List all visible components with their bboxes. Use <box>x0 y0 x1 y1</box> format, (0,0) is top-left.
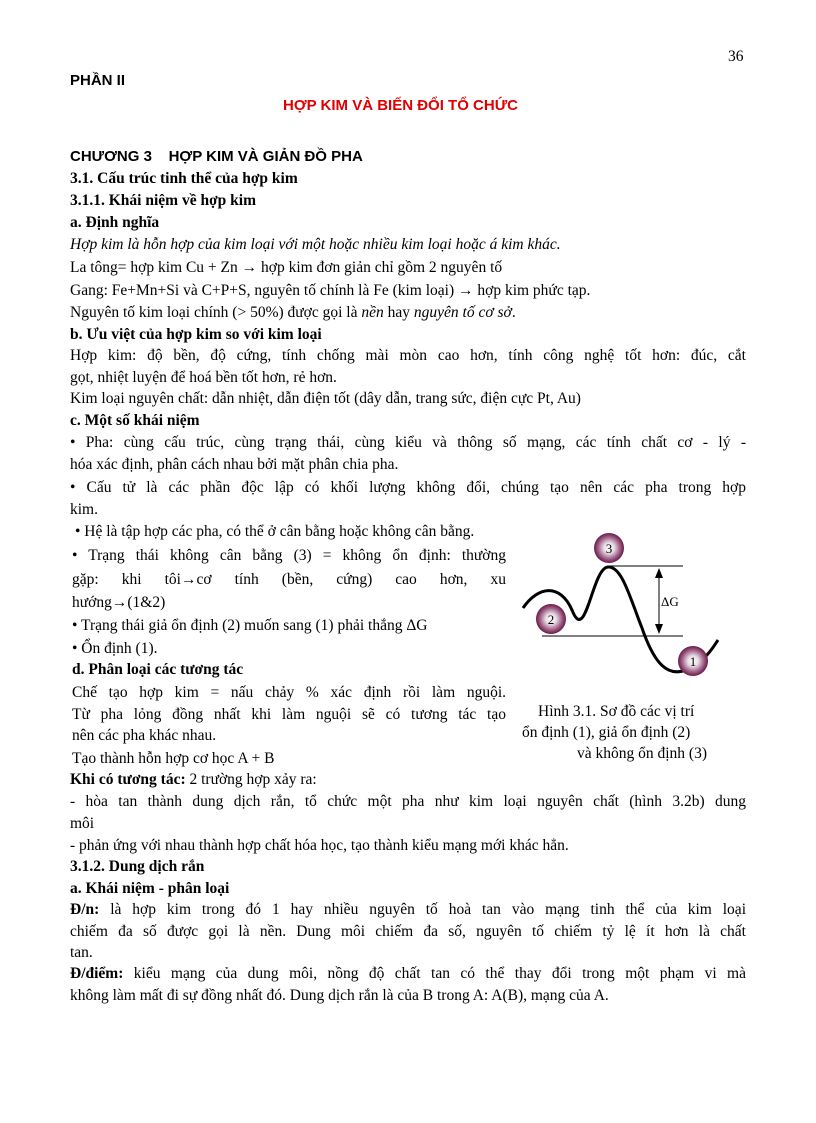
section-3-1-1-heading: 3.1.1. Khái niệm về hợp kim <box>70 192 256 209</box>
definition-line-1-text: là hợp kim trong đó 1 hay nhiều nguyên tố hoà tan vào mạng tinh thể của kim loại <box>99 901 746 918</box>
pure-metal-text: Kim loại nguyên chất: dẫn nhiệt, dẫn điện tốt (dây dẫn, trang sức, điện cực Pt, Au) <box>70 390 581 407</box>
state-2-ball <box>536 604 566 634</box>
component-line-2: kim. <box>70 501 98 518</box>
base-element-end: . <box>511 304 516 321</box>
feature-line-2: không làm mất đi sự đồng nhất đó. Dung dịch rắn là của B trong A: A(B), mạng của A. <box>70 987 609 1004</box>
subsection-a-heading: a. Định nghĩa <box>70 214 160 231</box>
base-element-text <box>70 304 516 322</box>
part-label: PHẦN II <box>70 72 126 89</box>
delta-g-arrow-head-up <box>655 568 663 578</box>
subsection-c-heading: c. Một số khái niệm <box>70 412 200 429</box>
base-element-nen: nền <box>361 304 384 321</box>
state-1-ball <box>678 646 708 676</box>
stable-state-text: • Ổn định (1). <box>72 640 158 657</box>
section-3-1-2-heading: 3.1.2. Dung dịch rắn <box>70 858 205 875</box>
latong-text: La tông= hợp kim Cu + Zn → hợp kim đơn giản chỉ gồm 2 nguyên tố <box>70 259 503 276</box>
gang-text: Gang: Fe+Mn+Si và C+P+S, nguyên tố chính là Fe (kim loại) → hợp kim phức tạp. <box>70 282 591 299</box>
section-3-1-heading: 3.1. Cấu trúc tinh thể của hợp kim <box>70 170 298 187</box>
definition-bold: Đ/n: <box>70 901 100 918</box>
definition-line-3: tan. <box>70 944 93 961</box>
alloy-advantages-line-1: Hợp kim: độ bền, độ cứng, tính chống mài mòn cao hơn, tính công nghệ tốt hơn: đúc, cắt <box>70 347 746 364</box>
definition-line-1 <box>70 901 746 919</box>
phase-line-1: • Pha: cùng cấu trúc, cùng trạng thái, cùng kiểu và thông số mạng, các tính chất cơ - lý - <box>70 434 746 451</box>
figure-caption-line-1: Hình 3.1. Sơ đồ các vị trí <box>538 703 695 720</box>
stability-diagram <box>518 528 748 688</box>
figure-caption-line-2: ổn định (1), giả ổn định (2) <box>522 724 691 741</box>
interaction-cases-bold: Khi có tương tác: <box>70 771 186 788</box>
base-element-lead: Nguyên tố kim loại chính (> 50%) được gọi là <box>70 304 362 321</box>
interaction-line-2: Từ pha lỏng đồng nhất khi làm nguội sẽ có tương tác tạo <box>72 706 506 723</box>
interaction-cases-rest: 2 trường hợp xảy ra: <box>185 771 317 788</box>
interaction-line-1: Chế tạo hợp kim = nấu chảy % xác định rồi làm nguội. <box>72 684 506 701</box>
page-number: 36 <box>728 48 744 65</box>
subsection-a2-heading: a. Khái niệm - phân loại <box>70 880 230 897</box>
definition-line-2: chiếm đa số được gọi là nền. Dung môi chiếm đa số, nguyên tố chiếm tỷ lệ ít hơn là chất <box>70 923 746 940</box>
dissolution-line-2: môi <box>70 815 95 832</box>
mechanical-mixture-text: Tạo thành hỗn hợp cơ học A + B <box>72 750 275 767</box>
alloy-advantages-line-2: gọt, nhiệt luyện để hoá bền tốt hơn, rẻ hơn. <box>70 369 337 386</box>
unstable-state-line-2: gặp: khi tôi→cơ tính (bền, cứng) cao hơn, xu <box>72 571 506 588</box>
chapter-title: CHƯƠNG 3 HỢP KIM VÀ GIẢN ĐỒ PHA <box>70 148 363 165</box>
interaction-cases-text <box>70 771 317 789</box>
svg-text:2: 2 <box>547 612 555 627</box>
metastable-state-text: • Trạng thái giả ổn định (2) muốn sang (1) phải thắng ΔG <box>72 617 428 634</box>
feature-line-1 <box>70 965 746 983</box>
definition-text: Hợp kim là hỗn hợp của kim loại với một hoặc nhiều kim loại hoặc á kim khác. <box>70 236 561 253</box>
part-title: HỢP KIM VÀ BIẾN ĐỔI TỔ CHỨC <box>283 97 518 114</box>
feature-line-1-text: kiểu mạng của dung môi, nồng độ chất tan có thể thay đổi trong một phạm vi mà <box>123 965 746 982</box>
unstable-state-line-3: hướng→(1&2) <box>72 594 166 611</box>
base-element-mid: hay <box>383 304 414 321</box>
subsection-d-heading: d. Phân loại các tương tác <box>72 661 244 678</box>
state-3-ball <box>594 533 624 563</box>
interaction-line-3: nên các pha khác nhau. <box>72 727 217 744</box>
base-element-coso: nguyên tố cơ sở <box>413 304 512 321</box>
svg-text:1: 1 <box>689 654 697 669</box>
component-line-1: • Cấu tử là các phần độc lập có khối lượng không đổi, chúng tạo nên các pha trong hợp <box>70 479 746 496</box>
dissolution-line-1: - hòa tan thành dung dịch rắn, tổ chức một pha như kim loại nguyên chất (hình 3.2b) dung <box>70 793 746 810</box>
unstable-state-line-1: • Trạng thái không cân bằng (3) = không ổn định: thường <box>72 547 506 564</box>
delta-g-arrow-head-down <box>655 624 663 634</box>
phase-line-2: hóa xác định, phân cách nhau bởi mặt phân chia pha. <box>70 456 399 473</box>
system-text: • Hệ là tập hợp các pha, có thể ở cân bằng hoặc không cân bằng. <box>75 523 475 540</box>
svg-text:3: 3 <box>605 541 613 556</box>
figure-caption-line-3: và không ổn định (3) <box>577 745 708 762</box>
feature-bold: Đ/điểm: <box>70 965 124 982</box>
reaction-text: - phản ứng với nhau thành hợp chất hóa học, tạo thành kiểu mạng mới khác hẳn. <box>70 837 569 854</box>
delta-g-label: ΔG <box>661 594 679 609</box>
subsection-b-heading: b. Ưu việt của hợp kim so với kim loại <box>70 326 322 343</box>
